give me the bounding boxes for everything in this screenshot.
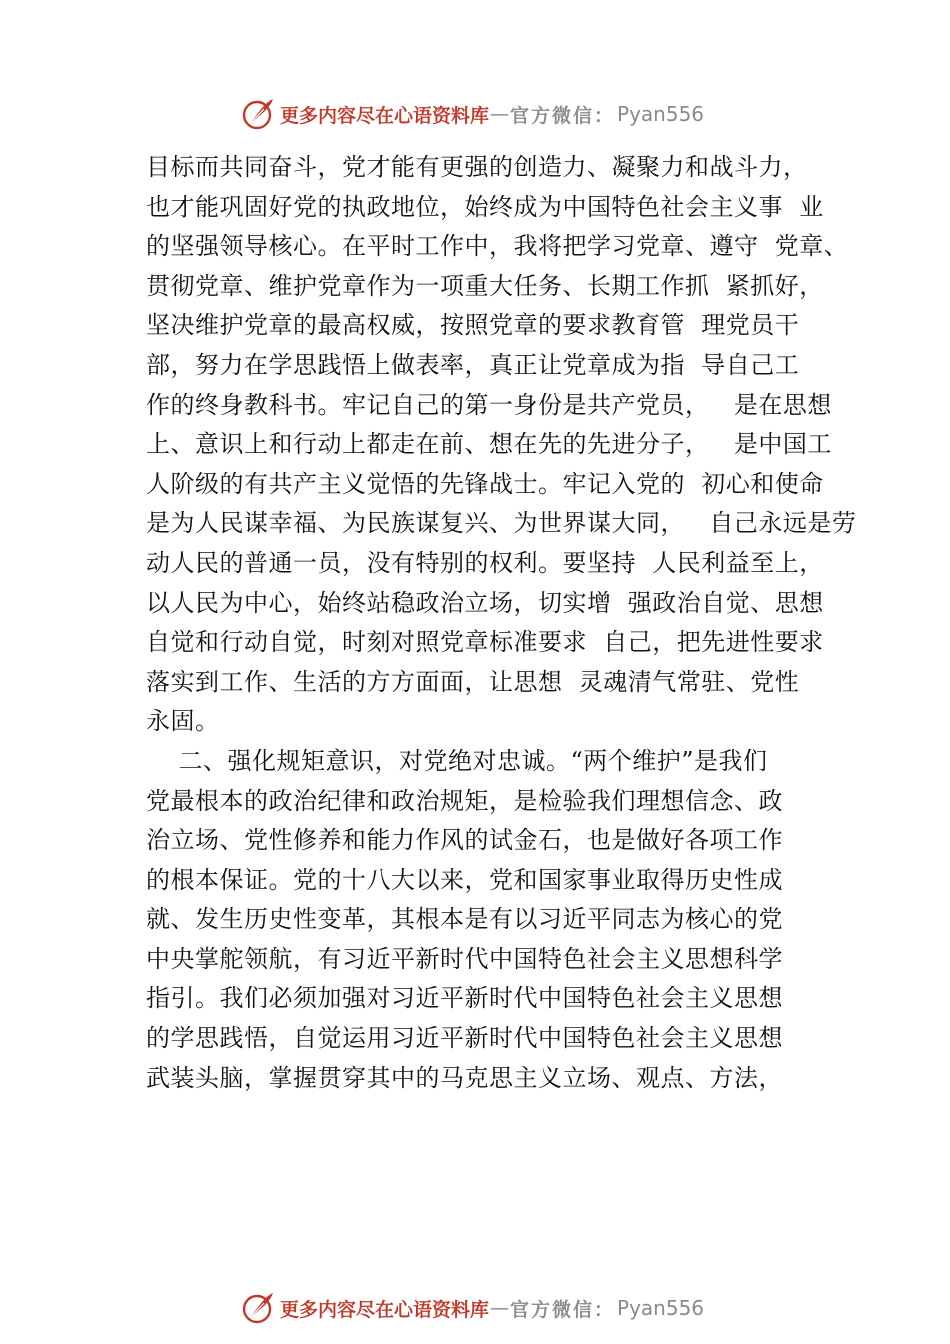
- watermark-dash: —: [490, 103, 510, 125]
- watermark-official-label: 官方微信：: [510, 104, 616, 127]
- text-line: 永固。: [146, 707, 220, 736]
- text-line: 就、发生历史性变革，其根本是有以习近平同志为核心的党: [146, 905, 783, 934]
- text-line: 目标而共同奋斗，党才能有更强的创造力、凝聚力和战斗力，: [146, 153, 808, 181]
- text-line: 部，努力在学思践悟上做表率，真正让党章成为指 导自己工: [146, 350, 800, 379]
- text-line: 党最根本的政治纪律和政治规矩，是检验我们理想信念、政: [146, 786, 783, 815]
- text-line: 上、意识上和行动上都走在前、想在先的先进分子， 是中国工: [146, 430, 832, 459]
- text-line: 是为人民谋幸福、为民族谋复兴、为世界谋大同， 自己永远是劳: [146, 509, 857, 538]
- watermark-dash: —: [490, 1297, 510, 1319]
- text-line: 的根本保证。党的十八大以来，党和国家事业取得历史性成: [146, 865, 783, 894]
- text-line: 中央掌舵领航，有习近平新时代中国特色社会主义思想科学: [146, 944, 783, 973]
- text-line: 也才能巩固好党的执政地位，始终成为中国特色社会主义事 业: [146, 192, 824, 221]
- text-line: 作的终身教科书。牢记自己的第一身份是共产党员， 是在思想: [146, 390, 832, 419]
- text-line: 的学思践悟，自觉运用习近平新时代中国特色社会主义思想: [146, 1024, 783, 1053]
- document-body: [146, 148, 857, 1098]
- quill-logo-icon: [240, 96, 276, 132]
- paragraph-start-line: 二、强化规矩意识，对党绝对忠诚。“两个维护”是我们: [146, 746, 768, 775]
- text-line: 以人民为中心，始终站稳政治立场，切实增 强政治自觉、思想: [146, 588, 824, 617]
- watermark-wechat-id: Pyan556: [617, 102, 705, 126]
- text-line: 坚决维护党章的最高权威，按照党章的要求教育管 理党员干: [146, 311, 800, 340]
- watermark-official-label: 官方微信：: [510, 1298, 616, 1321]
- quill-logo-icon: [240, 1290, 276, 1326]
- text-line: 落实到工作、生活的方方面面，让思想 灵魂清气常驻、党性: [146, 667, 800, 696]
- watermark-wechat-id: Pyan556: [617, 1296, 705, 1320]
- text-line: 指引。我们必须加强对习近平新时代中国特色社会主义思想: [146, 984, 783, 1013]
- text-line: 动人民的普通一员，没有特别的权利。要坚持 人民利益至上，: [146, 548, 824, 577]
- text-line: 的坚强领导核心。在平时工作中，我将把学习党章、遵守 党章、: [146, 232, 849, 261]
- watermark-brand: 更多内容尽在心语资料库: [280, 104, 490, 127]
- watermark-banner-top: [240, 96, 704, 132]
- watermark-banner-bottom: [240, 1290, 704, 1326]
- text-line: 自觉和行动自觉，时刻对照党章标准要求 自己，把先进性要求: [146, 628, 824, 657]
- text-line: 武装头脑，掌握贯穿其中的马克思主义立场、观点、方法，: [146, 1063, 783, 1092]
- text-line: 人阶级的有共产主义觉悟的先锋战士。牢记入党的 初心和使命: [146, 469, 824, 498]
- text-line: 贯彻党章、维护党章作为一项重大任务、长期工作抓 紧抓好，: [146, 271, 824, 300]
- watermark-brand: 更多内容尽在心语资料库: [280, 1298, 490, 1321]
- text-line: 治立场、党性修养和能力作风的试金石，也是做好各项工作: [146, 826, 783, 855]
